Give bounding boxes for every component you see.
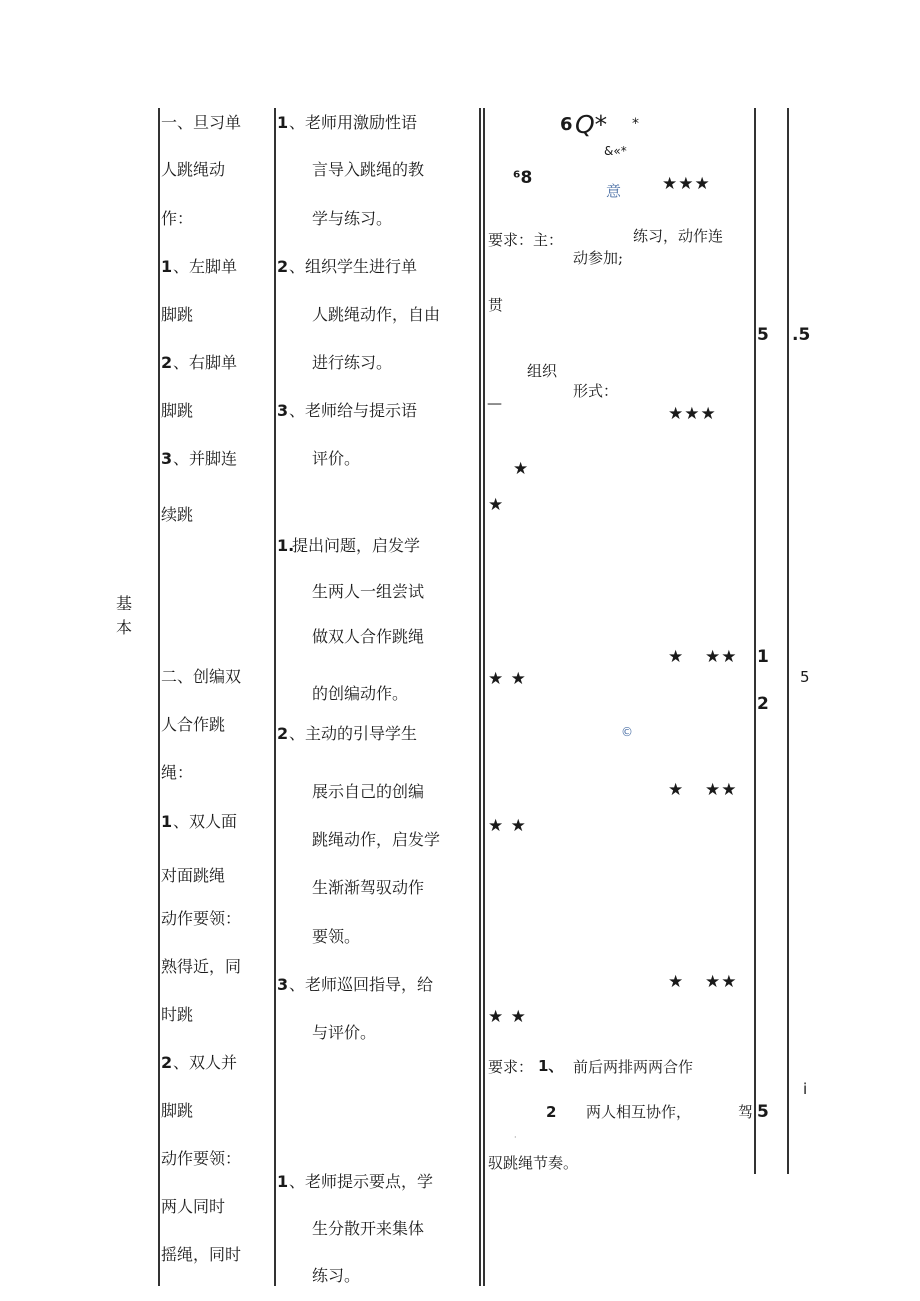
teacher-line: 跳绳动作，启发学: [312, 830, 441, 849]
teacher-number: 1: [277, 113, 289, 132]
count-value: 2: [757, 694, 769, 714]
teacher-number: 2: [277, 257, 289, 276]
table-rule-org-right: [754, 108, 756, 1174]
org-header-asterisk: *: [632, 116, 639, 132]
teacher-line: 与评价。: [312, 1023, 377, 1042]
teacher-number: 3: [277, 401, 289, 420]
teacher-line: 、老师巡回指导，给: [289, 975, 434, 994]
content-line: 人跳绳动: [161, 160, 226, 179]
count-value: 1: [757, 647, 769, 667]
content-line: 熟得近，同: [161, 957, 242, 976]
org-dot-mark: ·: [514, 1133, 517, 1142]
table-rule-content-right: [274, 108, 276, 1286]
content-line: 作：: [161, 209, 194, 228]
teacher-number: 3: [277, 975, 289, 994]
time-value: i: [803, 1080, 808, 1098]
org-requirement-text: 贯: [488, 296, 504, 314]
star-formation: ★★★: [668, 404, 717, 424]
star-formation: ★ ★: [488, 669, 527, 689]
teacher-line: 提出问题，启发学: [292, 536, 421, 555]
content-line: 人合作跳: [161, 715, 226, 734]
content-line: 动作要领：: [161, 909, 242, 928]
teacher-line: 生两人一组尝试: [312, 582, 425, 601]
org-requirement-label: 要求：: [488, 1058, 534, 1076]
teacher-line: 练习。: [312, 1266, 361, 1285]
content-line: 二、创编双: [161, 667, 242, 686]
org-requirement-text: 动参加;: [573, 249, 624, 267]
content-number: 1: [161, 257, 173, 276]
teacher-line: 、老师给与提示语: [289, 401, 418, 420]
org-formation-label: 形式：: [573, 382, 619, 400]
content-number: 2: [161, 1053, 173, 1072]
content-number: 1: [161, 812, 173, 831]
content-number: 2: [161, 353, 173, 372]
teacher-number: 2: [277, 724, 289, 743]
section-label-char: 本: [116, 618, 133, 637]
star-formation: ★ ★: [488, 816, 527, 836]
org-requirement-text: 前后两排两两合作: [573, 1058, 694, 1076]
org-header-68: ⁶8: [513, 168, 533, 188]
content-line: 动作要领：: [161, 1149, 242, 1168]
org-requirement-number: 1、: [538, 1057, 564, 1075]
table-rule-count-right: [787, 108, 789, 1174]
star-formation: ★: [668, 972, 685, 992]
org-header-number: 6: [560, 114, 573, 135]
table-rule-org-left: [483, 108, 485, 1286]
content-line: 绳：: [161, 763, 194, 782]
copyright-mark: ©: [621, 725, 633, 739]
org-requirement-text: 两人相互协作，: [586, 1103, 692, 1121]
star-formation: ★: [513, 459, 530, 479]
teacher-number: 1.: [277, 536, 295, 555]
star-formation: ★ ★: [488, 1007, 527, 1027]
teacher-line: 学与练习。: [312, 209, 393, 228]
content-line: 、双人面: [173, 812, 238, 831]
teacher-line: 做双人合作跳绳: [312, 627, 425, 646]
org-requirement-text: 驭跳绳节奏。: [488, 1154, 579, 1172]
section-label-char: 基: [116, 594, 133, 613]
content-line: 脚跳: [161, 1101, 194, 1120]
content-line: 、双人并: [173, 1053, 238, 1072]
star-formation: ★: [668, 647, 685, 667]
content-line: 续跳: [161, 505, 194, 524]
star-formation: ★: [668, 780, 685, 800]
table-rule-content-left: [158, 108, 160, 1286]
teacher-line: 生渐渐驾驭动作: [312, 878, 425, 897]
teacher-line: 生分散开来集体: [312, 1219, 425, 1238]
org-formation-label: 组织: [527, 362, 558, 380]
teacher-line: 进行练习。: [312, 353, 393, 372]
org-requirement-number: 2: [546, 1103, 557, 1121]
org-requirement-label: 要求：主：: [488, 231, 564, 249]
content-line: 脚跳: [161, 401, 194, 420]
teacher-line: 、老师提示要点，学: [289, 1172, 434, 1191]
teacher-line: 、主动的引导学生: [289, 724, 418, 743]
star-formation: ★★: [705, 972, 738, 992]
star-formation: ★★: [705, 647, 738, 667]
org-requirement-text: 驾: [738, 1103, 754, 1121]
teacher-line: 评价。: [312, 449, 361, 468]
org-requirement-text: 练习，动作连: [633, 227, 724, 245]
content-line: 一、旦习单: [161, 113, 242, 132]
teacher-line: 、老师用激励性语: [289, 113, 418, 132]
content-number: 3: [161, 449, 173, 468]
content-line: 摇绳，同时: [161, 1245, 242, 1264]
content-line: 、左脚单: [173, 257, 238, 276]
count-value: 5: [757, 325, 769, 345]
count-value: 5: [757, 1102, 769, 1122]
table-rule-teacher-right: [479, 108, 481, 1286]
teacher-number: 1: [277, 1172, 289, 1191]
teacher-line: 的创编动作。: [312, 684, 409, 703]
time-value: .5: [792, 325, 811, 345]
star-formation: ★: [488, 495, 505, 515]
content-line: 、并脚连: [173, 449, 238, 468]
teacher-line: 要领。: [312, 927, 361, 946]
star-formation: ★★★: [662, 174, 711, 194]
star-formation: ★★: [705, 780, 738, 800]
org-header-symbols: &«*: [604, 144, 627, 158]
teacher-line: 展示自己的创编: [312, 782, 425, 801]
teacher-line: 人跳绳动作，自由: [312, 305, 441, 324]
content-line: 脚跳: [161, 305, 194, 324]
org-header-q: Q*: [575, 110, 608, 139]
org-dash: —: [487, 394, 502, 412]
teacher-line: 言导入跳绳的教: [312, 160, 425, 179]
org-header-yi: 意: [606, 182, 622, 200]
time-value: 5: [800, 668, 810, 686]
content-line: 两人同时: [161, 1197, 226, 1216]
content-line: 对面跳绳: [161, 866, 226, 885]
content-line: 、右脚单: [173, 353, 238, 372]
content-line: 时跳: [161, 1005, 194, 1024]
teacher-line: 、组织学生进行单: [289, 257, 418, 276]
